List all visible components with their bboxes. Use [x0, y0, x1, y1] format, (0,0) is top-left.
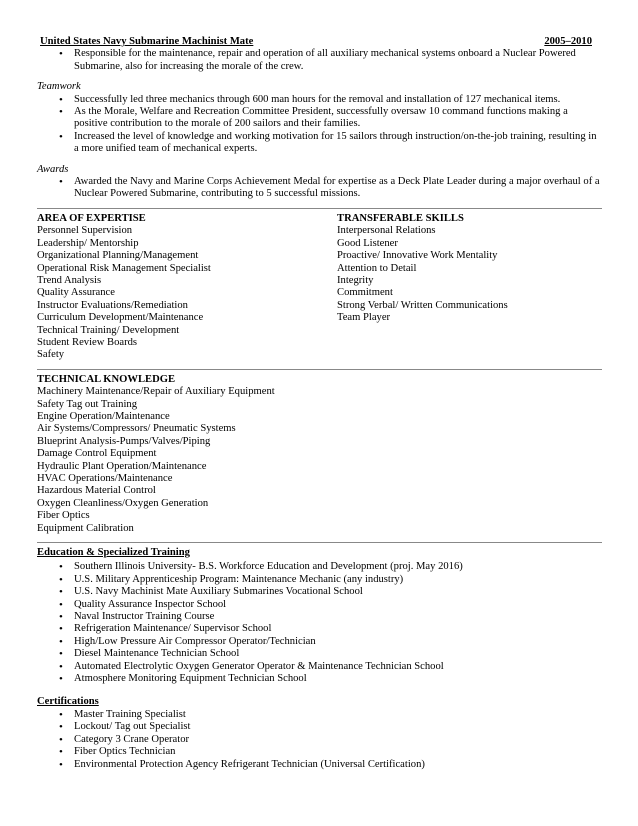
technical-item: Hydraulic Plant Operation/Maintenance	[37, 460, 207, 472]
technical-item: Air Systems/Compressors/ Pneumatic Systems	[37, 423, 236, 435]
teamwork-heading: Teamwork	[37, 81, 81, 93]
technical-item: Equipment Calibration	[37, 522, 134, 534]
section-divider	[37, 369, 602, 370]
technical-item: Safety Tag out Training	[37, 398, 137, 410]
list-item: • High/Low Pressure Air Compressor Operator/Technician	[37, 636, 602, 648]
skill-item: Proactive/ Innovative Work Mentality	[337, 250, 498, 262]
section-divider	[37, 208, 602, 209]
skill-item: Team Player	[337, 312, 391, 324]
resume-page	[37, 36, 602, 771]
list-item: • Successfully led three mechanics through 600 man hours for the removal and installation of 127 mechanical items.	[37, 94, 602, 106]
list-item: • Responsible for the maintenance, repair and operation of all auxiliary mechanical systems onboard a Nuclear Powered Submarine, also for increasing the morale of the crew.	[37, 48, 602, 73]
section-divider	[37, 542, 602, 543]
skill-item: Interpersonal Relations	[337, 225, 436, 237]
skill-item: Strong Verbal/ Written Communications	[337, 299, 508, 311]
skills-heading: TRANSFERABLE SKILLS	[337, 212, 464, 224]
skill-item: Commitment	[337, 287, 393, 299]
list-item: • Lockout/ Tag out Specialist	[37, 721, 602, 733]
list-item: • Awarded the Navy and Marine Corps Achievement Medal for expertise as a Deck Plate Leader during a major overhaul of a Nuclear Powered Submarine, contributing to 5 successful missions.	[37, 176, 602, 201]
job-duties-list	[37, 48, 602, 73]
expertise-item: Curriculum Development/Maintenance	[37, 312, 204, 324]
awards-list	[37, 176, 602, 201]
job-header	[40, 36, 602, 48]
skill-item: Good Listener	[337, 237, 398, 249]
technical-item: Fiber Optics	[37, 510, 90, 522]
list-item: • Fiber Optics Technician	[37, 746, 602, 758]
list-item: • U.S. Military Apprenticeship Program: Maintenance Mechanic (any industry)	[37, 574, 602, 586]
expertise-column	[37, 213, 337, 362]
expertise-item: Organizational Planning/Management	[37, 250, 199, 262]
technical-item: Oxygen Cleanliness/Oxygen Generation	[37, 497, 209, 509]
list-item: • Diesel Maintenance Technician School	[37, 648, 602, 660]
education-section	[37, 547, 602, 685]
job-title: United States Navy Submarine Machinist Mate	[40, 36, 254, 47]
certifications-section	[37, 696, 602, 771]
skills-columns	[37, 213, 602, 362]
technical-item: Hazardous Material Control	[37, 485, 156, 497]
list-item: • Automated Electrolytic Oxygen Generator Operator & Maintenance Technician School	[37, 661, 602, 673]
technical-heading: TECHNICAL KNOWLEDGE	[37, 373, 176, 385]
expertise-item: Operational Risk Management Specialist	[37, 262, 211, 274]
technical-section	[37, 374, 602, 535]
list-item: • Environmental Protection Agency Refrigerant Technician (Universal Certification)	[37, 759, 602, 771]
expertise-item: Quality Assurance	[37, 287, 115, 299]
skills-column	[337, 213, 602, 362]
expertise-item: Student Review Boards	[37, 336, 138, 348]
technical-item: Engine Operation/Maintenance	[37, 410, 170, 422]
certifications-list	[37, 709, 602, 771]
technical-item: Blueprint Analysis-Pumps/Valves/Piping	[37, 435, 211, 447]
expertise-item: Instructor Evaluations/Remediation	[37, 299, 188, 311]
list-item: • Atmosphere Monitoring Equipment Technician School	[37, 673, 602, 685]
technical-item: HVAC Operations/Maintenance	[37, 473, 173, 484]
skill-item: Attention to Detail	[337, 262, 417, 274]
certifications-heading: Certifications	[37, 695, 99, 707]
skill-item: Integrity	[337, 274, 374, 286]
list-item: • Master Training Specialist	[37, 709, 602, 721]
list-item: • U.S. Navy Machinist Mate Auxiliary Submarines Vocational School	[37, 586, 602, 598]
list-item: • Increased the level of knowledge and working motivation for 15 sailors through instruction/on-the-job training, resulting in a more unified team of mechanical experts.	[37, 131, 602, 156]
expertise-item: Leadership/ Mentorship	[37, 237, 139, 249]
list-item: • Refrigeration Maintenance/ Supervisor School	[37, 623, 602, 635]
expertise-item: Safety	[37, 349, 65, 361]
education-heading: Education & Specialized Training	[37, 547, 190, 559]
expertise-item: Trend Analysis	[37, 274, 102, 286]
job-dates: 2005–2010	[544, 36, 592, 47]
expertise-item: Technical Training/ Development	[37, 324, 180, 336]
technical-item: Damage Control Equipment	[37, 448, 157, 460]
expertise-heading: AREA OF EXPERTISE	[37, 212, 146, 224]
list-item: • Southern Illinois University- B.S. Workforce Education and Development (proj. May 2016)	[37, 561, 602, 573]
awards-heading: Awards	[37, 163, 69, 175]
list-item: • Quality Assurance Inspector School	[37, 599, 602, 611]
technical-item: Machinery Maintenance/Repair of Auxiliary Equipment	[37, 386, 275, 398]
list-item: • Category 3 Crane Operator	[37, 734, 602, 746]
teamwork-list	[37, 94, 602, 156]
list-item: • Naval Instructor Training Course	[37, 611, 602, 623]
list-item: • As the Morale, Welfare and Recreation Committee President, successfully oversaw 10 command functions making a positive contribution to the morale of 200 sailors and their families.	[37, 106, 602, 131]
education-list	[37, 561, 602, 685]
expertise-item: Personnel Supervision	[37, 225, 133, 237]
